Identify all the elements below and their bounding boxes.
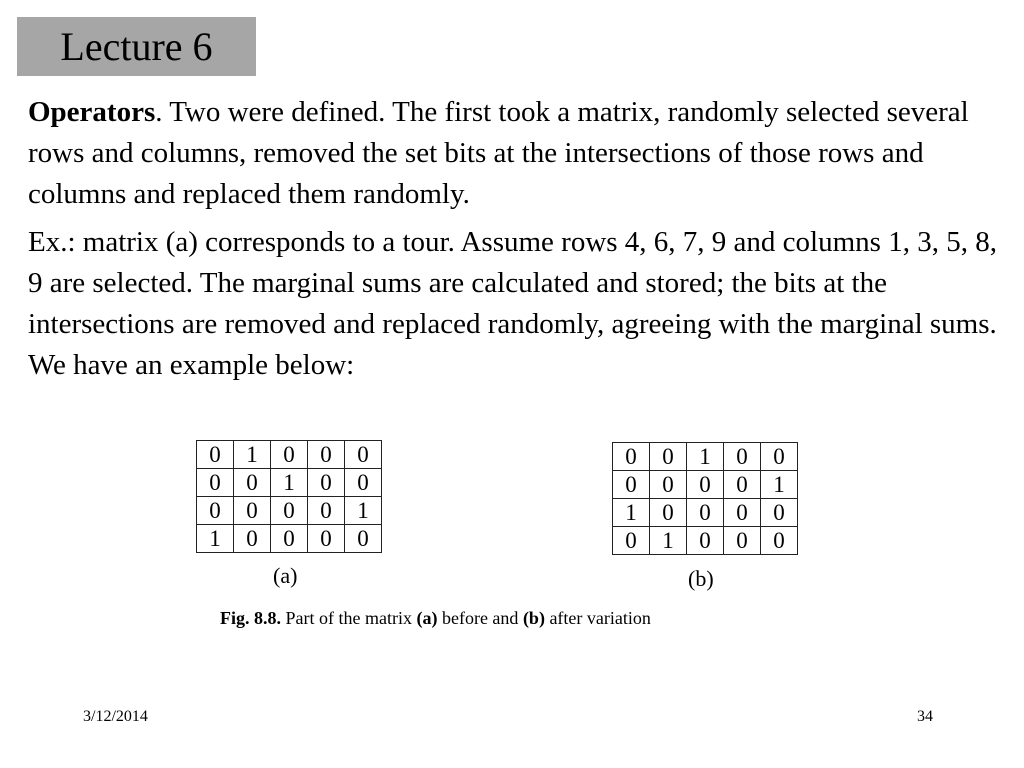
matrix-cell: 0 [761,499,798,527]
matrix-cell: 0 [613,527,650,555]
matrix-cell: 0 [613,471,650,499]
caption-b: (b) [522,608,545,628]
matrix-cell: 0 [724,471,761,499]
matrix-cell: 0 [234,469,271,497]
matrix-cell: 1 [613,499,650,527]
matrix-cell: 1 [650,527,687,555]
operators-heading: Operators [28,96,156,128]
caption-prefix: Fig. 8.8. [220,608,281,628]
matrix-cell: 0 [345,525,382,553]
matrix-a-label: (a) [273,563,298,588]
matrix-cell: 0 [271,441,308,469]
matrix-row [197,525,382,553]
paragraph-example: Ex.: matrix (a) corresponds to a tour. Assume rows 4, 6, 7, 9 and columns 1, 3, 5, 8, 9 are selected. The marginal sums are calculated and stored; the bits at the intersections are removed and replaced randomly, agreeing with the marginal sums. We have an example below: [28,226,997,381]
caption-a: (a) [416,608,438,628]
matrix-cell: 0 [308,525,345,553]
matrix-cell: 1 [345,497,382,525]
matrix-row [197,469,382,497]
matrix-cell: 0 [234,525,271,553]
matrix-a [196,440,382,553]
matrix-cell: 0 [724,443,761,471]
matrix-b [612,442,798,555]
matrix-cell: 0 [345,469,382,497]
figure-caption [220,608,651,629]
caption-part3: after variation [544,608,651,628]
caption-part1: Part of the matrix [281,608,417,628]
matrix-cell: 1 [761,471,798,499]
slide-body [28,92,1003,386]
slide-number: 34 [917,708,933,725]
matrix-row [613,499,798,527]
matrix-cell: 0 [308,497,345,525]
matrix-cell: 0 [197,441,234,469]
matrix-row [613,443,798,471]
matrix-cell: 0 [197,497,234,525]
footer-date: 3/12/2014 [83,708,148,725]
matrix-cell: 0 [761,443,798,471]
matrix-cell: 0 [308,469,345,497]
matrix-cell: 0 [650,499,687,527]
matrix-cell: 0 [650,471,687,499]
matrix-b-label: (b) [688,566,714,591]
matrix-cell: 0 [234,497,271,525]
matrix-cell: 0 [650,443,687,471]
matrix-row [197,441,382,469]
matrix-cell: 0 [613,443,650,471]
matrix-cell: 1 [271,469,308,497]
matrix-row [613,527,798,555]
matrix-cell: 0 [308,441,345,469]
caption-part2: before and [437,608,523,628]
title-box [17,17,256,76]
matrix-cell: 0 [345,441,382,469]
matrix-cell: 1 [197,525,234,553]
slide-title: Lecture 6 [60,23,213,69]
matrix-cell: 0 [687,499,724,527]
matrix-cell: 0 [687,527,724,555]
matrix-cell: 0 [724,527,761,555]
matrix-cell: 0 [271,497,308,525]
matrix-cell: 1 [687,443,724,471]
matrix-cell: 0 [197,469,234,497]
matrix-row [613,471,798,499]
matrix-cell: 0 [687,471,724,499]
matrix-cell: 0 [724,499,761,527]
matrix-cell: 1 [234,441,271,469]
matrix-row [197,497,382,525]
operators-description: . Two were defined. The first took a matrix, randomly selected several rows and columns, removed the set bits at the intersections of those rows and columns and replaced them randomly. [28,96,969,210]
matrix-cell: 0 [761,527,798,555]
paragraph-operators [28,92,1003,215]
matrix-cell: 0 [271,525,308,553]
